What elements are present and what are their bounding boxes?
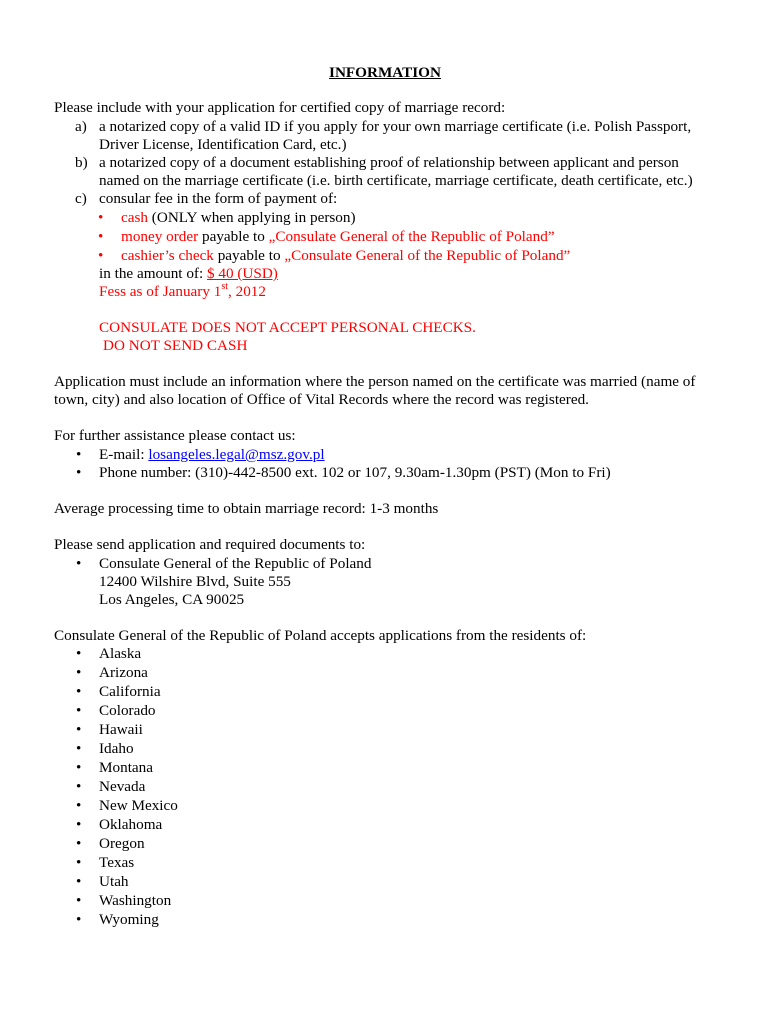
list-marker-c: c) — [75, 190, 87, 207]
address-line-2: 12400 Wilshire Blvd, Suite 555 — [99, 573, 291, 590]
state-list-item: California — [99, 683, 161, 700]
fees-prefix: Fess as of January 1 — [99, 283, 222, 300]
list-item-b-line2: named on the marriage certificate (i.e. birth certificate, marriage certificate, death certificate, etc.) — [99, 172, 693, 189]
list-marker-b: b) — [75, 154, 88, 171]
fee-amount: $ 40 (USD) — [206, 265, 278, 282]
state-list-item: Montana — [99, 759, 153, 776]
list-marker-a: a) — [75, 118, 87, 135]
payable-to-text: payable to — [201, 228, 265, 245]
payee-name: „Consulate General of the Republic of Poland” — [268, 228, 555, 245]
state-list-item: Hawaii — [99, 721, 143, 738]
bullet-icon: • — [76, 816, 82, 833]
processing-time-text: Average processing time to obtain marriage record: 1-3 months — [54, 500, 439, 517]
state-list-item: Utah — [99, 873, 129, 890]
state-list-item: Oklahoma — [99, 816, 163, 833]
payment-cash — [121, 209, 356, 227]
money-order-label: money order — [121, 228, 199, 245]
bullet-icon: • — [76, 683, 82, 700]
cash-label: cash — [121, 209, 148, 226]
amount-line — [99, 265, 278, 283]
bullet-icon: • — [76, 740, 82, 757]
address-line-3: Los Angeles, CA 90025 — [99, 591, 245, 608]
list-item-c-line1: consular fee in the form of payment of: — [99, 190, 338, 207]
bullet-icon: • — [76, 911, 82, 928]
list-item-b-line1: a notarized copy of a document establishing proof of relationship between applicant and person — [99, 154, 679, 171]
warning-personal-checks: CONSULATE DOES NOT ACCEPT PERSONAL CHECKS. — [99, 319, 476, 336]
email-label: E-mail: — [99, 446, 145, 463]
bullet-icon: • — [76, 702, 82, 719]
bullet-icon: • — [76, 721, 82, 738]
bullet-icon: • — [98, 247, 104, 264]
state-list-item: New Mexico — [99, 797, 178, 814]
intro-text: Please include with your application for certified copy of marriage record: — [54, 99, 506, 116]
fees-suffix: , 2012 — [228, 283, 266, 300]
address-line-1: Consulate General of the Republic of Poland — [99, 555, 372, 572]
send-to-text: Please send application and required documents to: — [54, 536, 366, 553]
email-line — [99, 446, 325, 464]
list-item-a-line2: Driver License, Identification Card, etc.) — [99, 136, 347, 153]
state-list-item: Colorado — [99, 702, 156, 719]
state-list-item: Nevada — [99, 778, 146, 795]
bullet-icon: • — [76, 645, 82, 662]
payable-to-text: payable to — [217, 247, 281, 264]
bullet-icon: • — [76, 555, 82, 572]
list-item-a-line1: a notarized copy of a valid ID if you apply for your own marriage certificate (i.e. Polish Passport, — [99, 118, 692, 135]
bullet-icon: • — [76, 759, 82, 776]
payment-money-order — [121, 228, 555, 246]
payee-name: „Consulate General of the Republic of Poland” — [284, 247, 571, 264]
state-list-item: Wyoming — [99, 911, 159, 928]
page-title: INFORMATION — [329, 64, 441, 81]
assistance-text: For further assistance please contact us: — [54, 427, 296, 444]
bullet-icon: • — [76, 446, 82, 463]
bullet-icon: • — [76, 892, 82, 909]
bullet-icon: • — [76, 664, 82, 681]
cash-note: (ONLY when applying in person) — [151, 209, 356, 226]
state-list-item: Washington — [99, 892, 172, 909]
bullet-icon: • — [76, 778, 82, 795]
bullet-icon: • — [98, 209, 104, 226]
bullet-icon: • — [76, 835, 82, 852]
bullet-icon: • — [76, 797, 82, 814]
warning-no-cash: DO NOT SEND CASH — [103, 337, 248, 354]
state-list-item: Arizona — [99, 664, 148, 681]
cashiers-check-label: cashier’s check — [121, 247, 214, 264]
application-text-line2: town, city) and also location of Office of Vital Records where the record was registered. — [54, 391, 589, 408]
state-list-item: Oregon — [99, 835, 145, 852]
payment-cashiers-check — [121, 247, 570, 265]
state-list-item: Alaska — [99, 645, 142, 662]
fees-sup: st — [221, 280, 228, 292]
bullet-icon: • — [76, 873, 82, 890]
phone-line: Phone number: (310)-442-8500 ext. 102 or 107, 9.30am-1.30pm (PST) (Mon to Fri) — [99, 464, 611, 481]
fees-date-line — [99, 280, 266, 301]
email-link[interactable]: losangeles.legal@msz.gov.pl — [148, 446, 325, 463]
bullet-icon: • — [76, 854, 82, 871]
state-list-item: Texas — [99, 854, 135, 871]
amount-label: in the amount of: — [99, 265, 204, 282]
bullet-icon: • — [76, 464, 82, 481]
bullet-icon: • — [98, 228, 104, 245]
residents-intro-text: Consulate General of the Republic of Poland accepts applications from the residents of: — [54, 627, 587, 644]
application-text-line1: Application must include an information where the person named on the certificate was married (name of — [54, 373, 696, 390]
state-list-item: Idaho — [99, 740, 134, 757]
